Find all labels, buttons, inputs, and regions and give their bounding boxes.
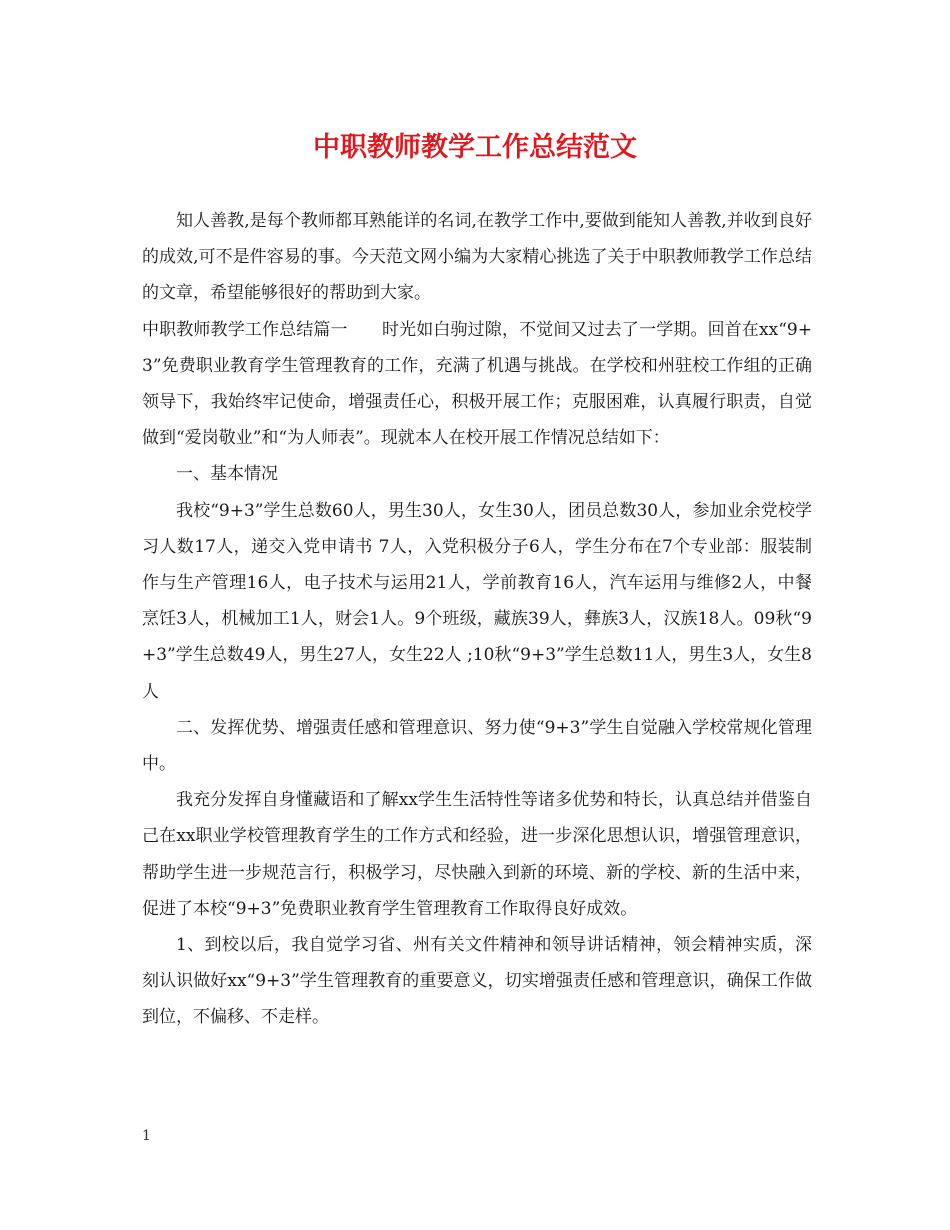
page-number: 1 <box>142 1128 151 1144</box>
document-body <box>142 203 812 1036</box>
document-title: 中职教师教学工作总结范文 <box>313 132 637 163</box>
heading-advantages: 二、发挥优势、增强责任感和管理意识、努力使“9+3”学生自觉融入学校常规化管理中。 <box>142 717 812 775</box>
paragraph-point-one: 1、到校以后，我自觉学习省、州有关文件精神和领导讲话精神，领会精神实质，深刻认识做好xx“9+3”学生管理教育的重要意义，切实增强责任感和管理意识，确保工作做到位，不偏移、不走样。 <box>142 935 812 1028</box>
paragraph-intro: 知人善教,是每个教师都耳熟能详的名词,在教学工作中,要做到能知人善教,并收到良好的成效,可不是件容易的事。今天范文网小编为大家精心挑选了关于中职教师教学工作总结的文章，希望能够很好的帮助到大家。 <box>142 211 812 304</box>
heading-basic-situation: 一、基本情况 <box>176 464 278 485</box>
paragraph-management: 我充分发挥自身懂藏语和了解xx学生生活特性等诸多优势和特长，认真总结并借鉴自己在xx职业学校管理教育学生的工作方式和经验，进一步深化思想认识，增强管理意识，帮助学生进一步规范言行，积极学习，尽快融入到新的环境、新的学校、新的生活中来，促进了本校“9+3”免费职业教育学生管理教育工作取得良好成效。 <box>142 790 812 919</box>
paragraph-section-one-opening: 中职教师教学工作总结篇一 时光如白驹过隙，不觉间又过去了一学期。回首在xx“9+3”免费职业教育学生管理教育的工作，充满了机遇与挑战。在学校和州驻校工作组的正确领导下，我始终牢记使命，增强责任心，积极开展工作；克服困难，认真履行职责，自觉做到“爱岗敬业”和“为人师表”。现就本人在校开展工作情况总结如下： <box>142 319 812 449</box>
paragraph-student-statistics: 我校“9+3”学生总数60人，男生30人，女生30人，团员总数30人，参加业余党校学习人数17人，递交入党申请书 7人，入党积极分子6人，学生分布在7个专业部：服装制作与生产管理16人，电子技术与运用21人，学前教育16人，汽车运用与维修2人，中餐烹饪3人，机械加工1人，财会1人。9个班级，藏族39人，彝族3人，汉族18人。09秋“9+3”学生总数49人，男生27人，女生22人 ;10秋“9+3”学生总数11人，男生3人，女生8人 <box>142 500 812 702</box>
